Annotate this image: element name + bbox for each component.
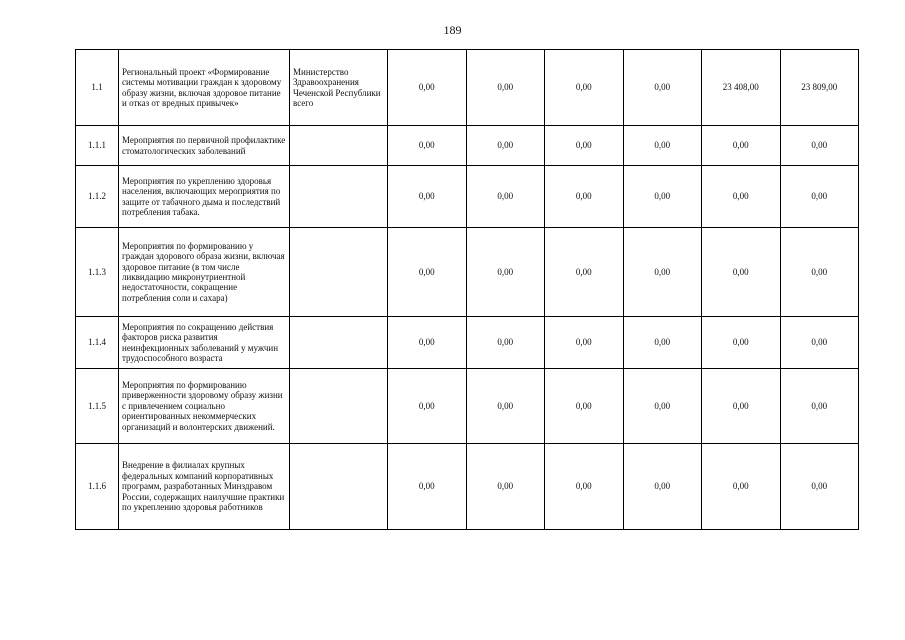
row-value-cell: 0,00 (466, 50, 545, 126)
row-executor-cell: Министерство Здравоохранения Чеченской Республики всего (290, 50, 388, 126)
row-name-cell: Мероприятия по формированию приверженности здоровому образу жизни с привлечением социально ориентированных некоммерческих организаций и волонтерских движений. (119, 369, 290, 444)
row-value-cell: 0,00 (702, 317, 781, 369)
row-value-cell: 0,00 (388, 228, 467, 317)
row-value-cell: 0,00 (702, 126, 781, 166)
row-value-cell: 0,00 (466, 166, 545, 228)
row-value-cell: 0,00 (780, 317, 859, 369)
table-row (76, 228, 859, 317)
row-value-cell: 0,00 (702, 166, 781, 228)
row-value-cell: 0,00 (780, 166, 859, 228)
row-value-cell: 0,00 (780, 228, 859, 317)
table-row (76, 317, 859, 369)
row-value-cell: 0,00 (623, 228, 702, 317)
row-value-cell: 0,00 (545, 126, 624, 166)
row-code-cell: 1.1.1 (76, 126, 119, 166)
row-value-cell: 0,00 (466, 228, 545, 317)
row-name-cell: Мероприятия по укреплению здоровья населения, включающих мероприятия по защите от табачного дыма и последствий потребления табака. (119, 166, 290, 228)
table-row (76, 444, 859, 530)
row-value-cell: 23 408,00 (702, 50, 781, 126)
row-executor-cell (290, 228, 388, 317)
row-value-cell: 0,00 (545, 317, 624, 369)
row-value-cell: 0,00 (545, 50, 624, 126)
table-row (76, 126, 859, 166)
row-code-cell: 1.1 (76, 50, 119, 126)
row-name-cell: Мероприятия по первичной профилактике стоматологических заболеваний (119, 126, 290, 166)
table-body (76, 50, 859, 530)
row-value-cell: 0,00 (702, 228, 781, 317)
row-executor-cell (290, 369, 388, 444)
row-value-cell: 0,00 (702, 444, 781, 530)
row-value-cell: 0,00 (623, 317, 702, 369)
row-code-cell: 1.1.2 (76, 166, 119, 228)
row-value-cell: 0,00 (623, 369, 702, 444)
row-value-cell: 0,00 (466, 126, 545, 166)
row-value-cell: 0,00 (388, 50, 467, 126)
row-value-cell: 0,00 (780, 444, 859, 530)
row-value-cell: 0,00 (545, 369, 624, 444)
row-executor-cell (290, 317, 388, 369)
row-value-cell: 0,00 (466, 444, 545, 530)
row-value-cell: 0,00 (780, 369, 859, 444)
row-value-cell: 0,00 (388, 126, 467, 166)
row-executor-cell (290, 166, 388, 228)
row-value-cell: 0,00 (466, 317, 545, 369)
row-name-cell: Региональный проект «Формирование системы мотивации граждан к здоровому образу жизни, включая здоровое питание и отказ от вредных привычек» (119, 50, 290, 126)
row-code-cell: 1.1.4 (76, 317, 119, 369)
row-value-cell: 0,00 (780, 126, 859, 166)
row-value-cell: 0,00 (623, 166, 702, 228)
row-value-cell: 0,00 (545, 228, 624, 317)
row-executor-cell (290, 126, 388, 166)
row-code-cell: 1.1.6 (76, 444, 119, 530)
row-value-cell: 0,00 (623, 126, 702, 166)
row-name-cell: Мероприятия по сокращению действия факторов риска развития неинфекционных заболеваний у мужчин трудоспособного возраста (119, 317, 290, 369)
row-code-cell: 1.1.3 (76, 228, 119, 317)
row-value-cell: 0,00 (545, 444, 624, 530)
row-value-cell: 0,00 (623, 444, 702, 530)
row-name-cell: Внедрение в филиалах крупных федеральных компаний корпоративных программ, разработанных Минздравом России, содержащих наилучшие практики по укреплению здоровья работников (119, 444, 290, 530)
row-value-cell: 0,00 (545, 166, 624, 228)
row-value-cell: 0,00 (388, 166, 467, 228)
row-name-cell: Мероприятия по формированию у граждан здорового образа жизни, включая здоровое питание (в том числе ликвидацию микронутриентной недостаточности, сокращение потребления соли и сахара) (119, 228, 290, 317)
row-executor-cell (290, 444, 388, 530)
row-value-cell: 23 809,00 (780, 50, 859, 126)
row-value-cell: 0,00 (702, 369, 781, 444)
row-value-cell: 0,00 (388, 317, 467, 369)
row-value-cell: 0,00 (623, 50, 702, 126)
table-row (76, 166, 859, 228)
table-row (76, 369, 859, 444)
budget-table (75, 49, 859, 530)
row-value-cell: 0,00 (388, 369, 467, 444)
row-value-cell: 0,00 (388, 444, 467, 530)
row-code-cell: 1.1.5 (76, 369, 119, 444)
table-row (76, 50, 859, 126)
page-number: 189 (443, 23, 462, 37)
row-value-cell: 0,00 (466, 369, 545, 444)
